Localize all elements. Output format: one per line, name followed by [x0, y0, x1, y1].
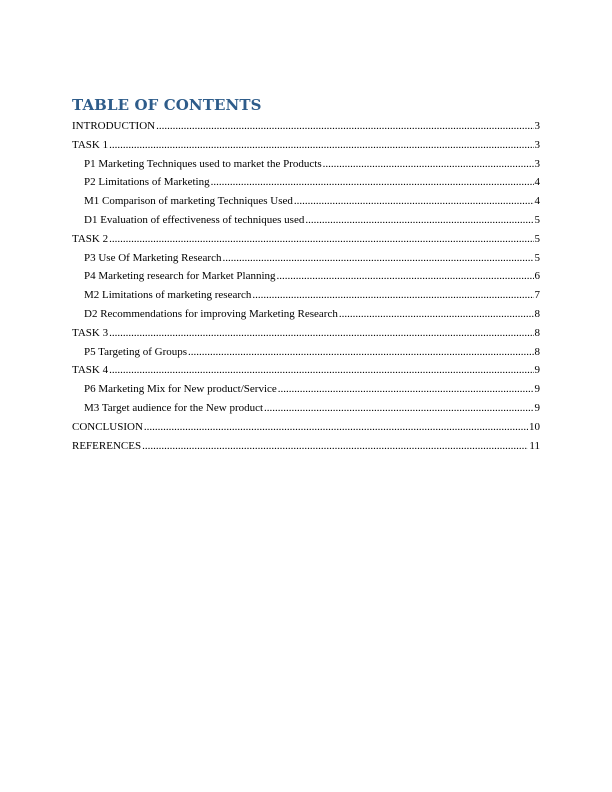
toc-entry-text: M1 Comparison of marketing Techniques Used	[84, 195, 293, 208]
toc-entry-page: 10	[529, 420, 540, 433]
toc-entry-text: REFERENCES	[72, 439, 142, 452]
toc-entry-text: TASK 4	[72, 364, 109, 377]
toc-entry-page: 8	[534, 326, 540, 339]
toc-entry[interactable]	[72, 230, 540, 249]
toc-entry-text: TASK 2	[72, 232, 109, 245]
toc-entry-text: TASK 3	[72, 326, 109, 339]
toc-entry[interactable]	[72, 305, 540, 324]
toc-entry-page: 5	[534, 213, 540, 226]
toc-entry-page: 5	[534, 251, 540, 264]
toc-leader-dots	[144, 418, 528, 437]
toc-leader-dots	[109, 230, 533, 249]
toc-entry-text: CONCLUSION	[72, 420, 143, 433]
toc-entry-text: P3 Use Of Marketing Research	[84, 251, 222, 264]
toc-leader-dots	[278, 380, 534, 399]
toc-entry[interactable]	[72, 380, 540, 399]
toc-entry-text: P2 Limitations of Marketing	[84, 176, 210, 189]
toc-entry[interactable]	[72, 155, 540, 174]
toc-leader-dots	[142, 437, 528, 456]
toc-entry-text: P6 Marketing Mix for New product/Service	[84, 383, 277, 396]
toc-entry-page: 3	[534, 157, 540, 170]
toc-entry-text: P5 Targeting of Groups	[84, 345, 188, 358]
toc-entry[interactable]	[72, 173, 540, 192]
document-page	[72, 96, 540, 455]
toc-leader-dots	[109, 361, 533, 380]
toc-entry-page: 3	[534, 120, 540, 132]
toc-entry-page: 9	[534, 364, 540, 377]
toc-leader-dots	[294, 192, 534, 211]
toc-entry-text: D2 Recommendations for improving Marketing Research	[84, 307, 338, 320]
toc-entry-text: M3 Target audience for the New product	[84, 401, 264, 414]
toc-entry-page: 3	[534, 138, 540, 151]
toc-entry[interactable]	[72, 117, 540, 136]
toc-entry-page: 9	[534, 401, 540, 414]
toc-entry-text: P1 Marketing Techniques used to market the Products	[84, 157, 322, 170]
toc-entry[interactable]	[72, 192, 540, 211]
toc-leader-dots	[156, 117, 533, 136]
toc-leader-dots	[109, 324, 533, 343]
toc-entry[interactable]	[72, 249, 540, 268]
toc-entry-text: INTRODUCTION	[72, 120, 156, 132]
toc-entry-page: 7	[534, 289, 540, 302]
toc-entry-page: 5	[534, 232, 540, 245]
toc-title: TABLE OF CONTENTS	[72, 96, 262, 114]
toc-entry[interactable]	[72, 437, 540, 456]
toc-entry[interactable]	[72, 267, 540, 286]
toc-leader-dots	[277, 267, 534, 286]
toc-entry-page: 8	[534, 307, 540, 320]
toc-leader-dots	[264, 399, 533, 418]
toc-entry[interactable]	[72, 418, 540, 437]
toc-entry-text: D1 Evaluation of effectiveness of techniques used	[84, 213, 305, 226]
toc-leader-dots	[323, 155, 534, 174]
toc-leader-dots	[339, 305, 534, 324]
toc-entry-text: M2 Limitations of marketing research	[84, 289, 252, 302]
toc-entry-page: 6	[534, 270, 540, 283]
toc-leader-dots	[305, 211, 533, 230]
toc-entry[interactable]	[72, 211, 540, 230]
toc-entry-page: 9	[534, 383, 540, 396]
toc-entry[interactable]	[72, 361, 540, 380]
toc-leader-dots	[188, 343, 533, 362]
toc-entry[interactable]	[72, 399, 540, 418]
toc-leader-dots	[211, 173, 534, 192]
toc-entry[interactable]	[72, 324, 540, 343]
toc-leader-dots	[252, 286, 533, 305]
toc-entry[interactable]	[72, 286, 540, 305]
toc-entry-page: 4	[534, 195, 540, 208]
toc-entry-page: 4	[534, 176, 540, 189]
toc-entry-page: 11	[529, 439, 540, 452]
toc-list	[72, 117, 540, 455]
toc-entry-page: 8	[534, 345, 540, 358]
toc-entry[interactable]	[72, 343, 540, 362]
toc-leader-dots	[109, 136, 533, 155]
toc-entry[interactable]	[72, 136, 540, 155]
toc-leader-dots	[222, 249, 533, 268]
toc-entry-text: P4 Marketing research for Market Planning	[84, 270, 276, 283]
toc-entry-text: TASK 1	[72, 138, 109, 151]
